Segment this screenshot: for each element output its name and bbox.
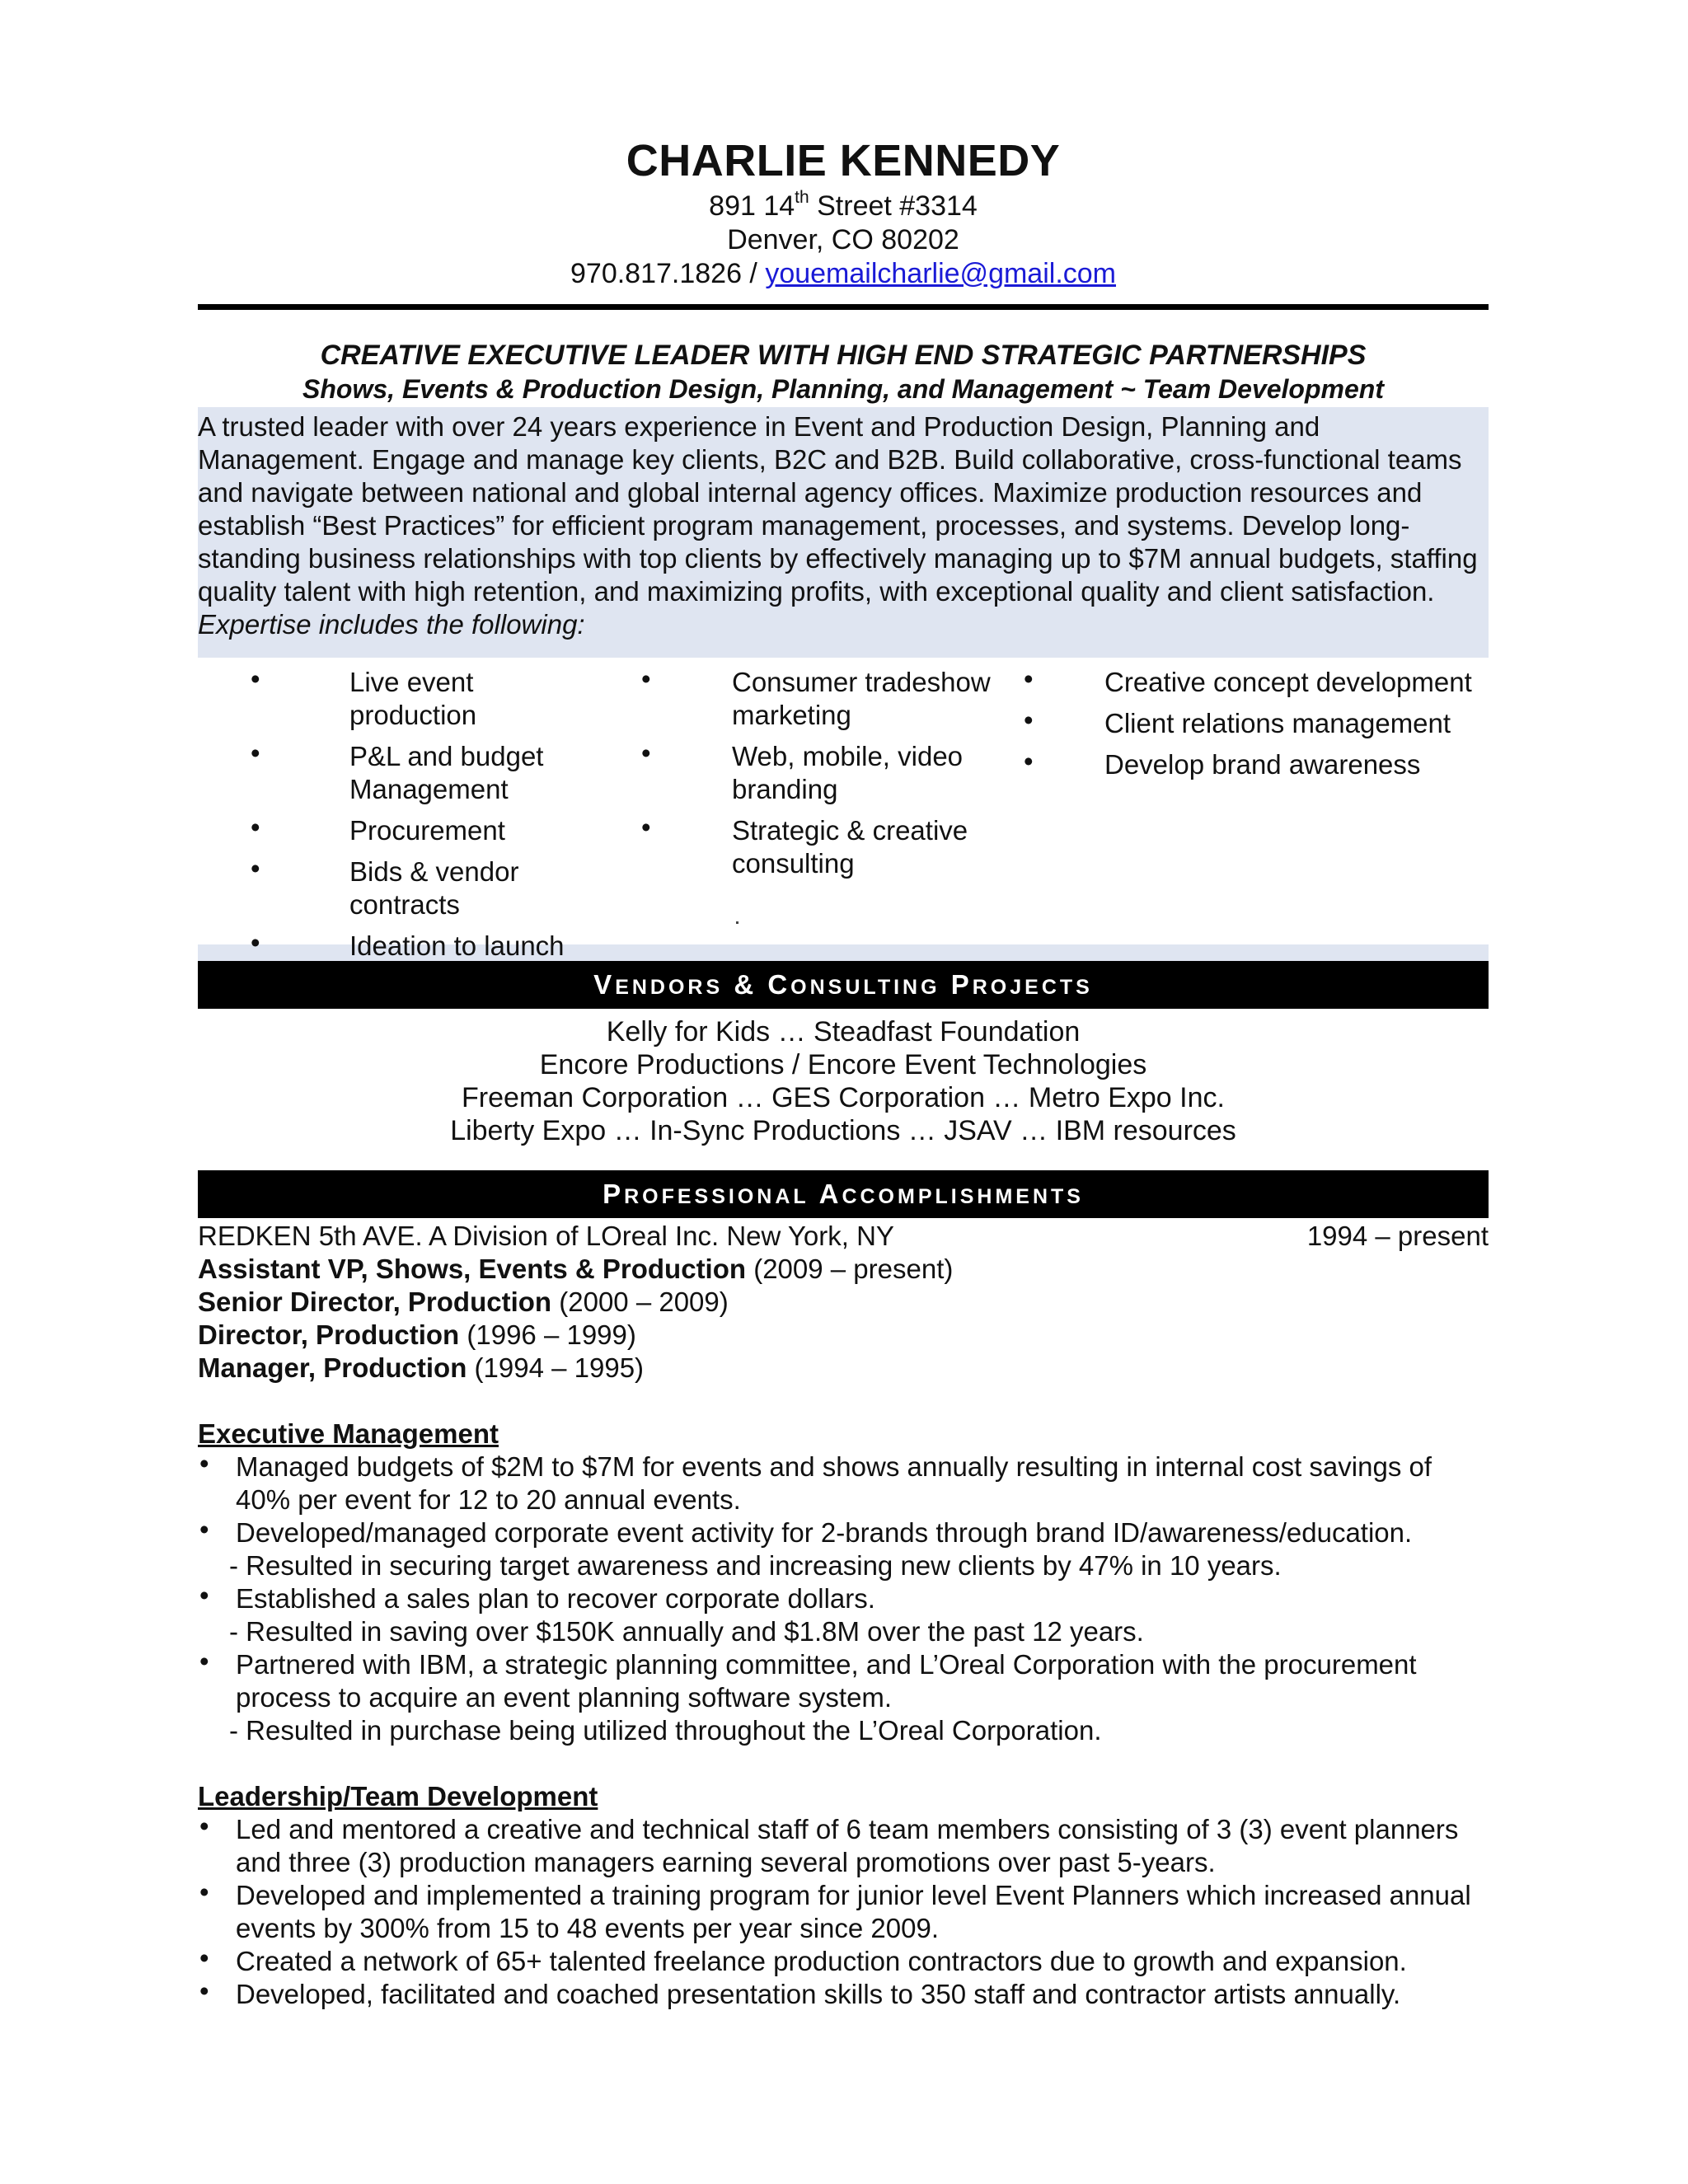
item-text: Established a sales plan to recover corporate dollars. <box>236 1583 875 1614</box>
role-dates: (1994 – 1995) <box>467 1352 645 1383</box>
skill-item: • Ideation to launch <box>251 927 565 961</box>
vendors-section-title: VENDORS & CONSULTING PROJECTS <box>198 961 1489 1009</box>
bullet-icon: • <box>199 1975 209 2006</box>
role-row <box>198 1319 1489 1352</box>
role-row <box>198 1253 1489 1286</box>
skill-item: • Strategic & creative consulting <box>641 812 968 879</box>
bullet-icon: • <box>1024 663 1034 694</box>
role-dates: (1996 – 1999) <box>459 1319 636 1350</box>
skill-item: • Develop brand awareness <box>1024 746 1421 780</box>
skills-grid <box>198 658 1489 961</box>
vendor-line: Liberty Expo … In-Sync Productions … JSAV … IBM resources <box>450 1115 1236 1146</box>
list-item <box>198 1448 1489 1516</box>
bullet-icon: • <box>1024 705 1034 735</box>
street-number: 891 14 <box>709 190 795 222</box>
item-result: - Resulted in saving over $150K annually and $1.8M over the past 12 years. <box>229 1616 1144 1647</box>
bullet-icon: • <box>1024 746 1034 776</box>
item-text: Created a network of 65+ talented freelance production contractors due to growth and expansion. <box>236 1946 1407 1976</box>
resume-header <box>198 132 1489 291</box>
item-result: - Resulted in securing target awareness and increasing new clients by 47% in 10 years. <box>229 1550 1282 1581</box>
skill-item: • Live event production <box>251 663 477 730</box>
vendor-line: Kelly for Kids … Steadfast Foundation <box>606 1016 1081 1047</box>
bullet-icon: • <box>199 1514 209 1544</box>
bullet-icon: • <box>251 663 260 694</box>
item-result: - Resulted in purchase being utilized throughout the L’Oreal Corporation. <box>229 1715 1102 1746</box>
item-text: Partnered with IBM, a strategic planning committee, and L’Oreal Corporation with the procurement process to acquire an event planning software system. <box>236 1649 1417 1713</box>
role-title: Senior Director, Production <box>198 1286 552 1317</box>
bullet-icon: • <box>251 853 260 883</box>
vendor-line: Encore Productions / Encore Event Technologies <box>539 1049 1147 1080</box>
bullet-icon: • <box>251 738 260 768</box>
role-title: Manager, Production <box>198 1352 467 1383</box>
phone-number: 970.817.1826 / <box>570 258 766 289</box>
bullet-icon: • <box>199 1877 209 1907</box>
leadership-list <box>198 1813 1489 2011</box>
bullet-icon: • <box>199 1811 209 1841</box>
employer-name: REDKEN 5th AVE. A Division of LOreal Inc. New York, NY <box>198 1221 894 1251</box>
vendor-line: Freeman Corporation … GES Corporation … Metro Expo Inc. <box>462 1082 1225 1113</box>
item-text: Developed/managed corporate event activity for 2-brands through brand ID/awareness/education. <box>236 1517 1413 1548</box>
summary-expertise: Expertise includes the following: <box>198 609 585 640</box>
role-title: Assistant VP, Shows, Events & Production <box>198 1254 747 1284</box>
list-item <box>198 1648 1489 1747</box>
email-link[interactable]: youemailcharlie@gmail.com <box>765 258 1116 289</box>
summary-paragraph <box>198 407 1489 658</box>
item-text: Developed and implemented a training program for junior level Event Planners which increased annual events by 300% from 15 to 48 events per year since 2009. <box>236 1880 1471 1943</box>
role-row <box>198 1286 1489 1319</box>
street-ordinal: th <box>795 187 809 207</box>
skills-column-1 <box>251 663 603 971</box>
headline-banner <box>198 338 1489 405</box>
list-item <box>198 1582 1489 1648</box>
skill-item: • Web, mobile, video branding <box>641 738 964 804</box>
accomplishments-section-title: PROFESSIONAL ACCOMPLISHMENTS <box>198 1170 1489 1218</box>
list-item <box>198 1975 1489 2011</box>
role-row <box>198 1352 1489 1385</box>
summary-text: A trusted leader with over 24 years experience in Event and Production Design, Planning and Management. Engage and manage key clients, B2C and B2B. Build collaborative, cross-functional teams and navigate between national and global internal agency offices. Maximize production resources and establish “Best Practices” for efficient program management, processes, and systems. Develop long-standing business relationships with top clients by effectively managing up to $7M annual budgets, staffing quality talent with high retention, and maximizing profits, with exceptional quality and client satisfaction. <box>198 411 1478 607</box>
bullet-icon: • <box>199 1646 209 1676</box>
employer-dates: 1994 – present <box>1306 1221 1489 1251</box>
executive-management-list <box>198 1448 1489 1747</box>
headline-subtitle: Shows, Events & Production Design, Planning, and Management ~ Team Development <box>302 374 1384 404</box>
item-text: Developed, facilitated and coached presentation skills to 350 staff and contractor artists annually. <box>236 1979 1401 2009</box>
skill-item: • Consumer tradeshow marketing <box>641 663 991 730</box>
item-text: Led and mentored a creative and technical staff of 6 team members consisting of 3 (3) event planners and three (3) production managers earning several promotions over past 5-years. <box>236 1814 1459 1877</box>
phone-email-line <box>198 257 1489 291</box>
skill-item: • Client relations management <box>1024 705 1451 738</box>
address-line-1 <box>198 187 1489 223</box>
bullet-icon: • <box>251 812 260 842</box>
resume-page <box>198 0 1489 2011</box>
headline-title: CREATIVE EXECUTIVE LEADER WITH HIGH END STRATEGIC PARTNERSHIPS <box>320 340 1367 371</box>
leadership-heading: Leadership/Team Development <box>198 1781 598 1811</box>
skill-item: • P&L and budget Management <box>251 738 544 804</box>
executive-management-heading: Executive Management <box>198 1418 499 1449</box>
list-item <box>198 1879 1489 1945</box>
candidate-name: CHARLIE KENNEDY <box>626 136 1061 185</box>
bullet-icon: • <box>641 812 651 842</box>
skills-column-2 <box>641 663 1002 888</box>
employer-row <box>198 1220 1489 1253</box>
address-line-2: Denver, CO 80202 <box>727 224 959 255</box>
skill-item: • Bids & vendor contracts <box>251 853 519 920</box>
bullet-icon: • <box>251 927 260 958</box>
spacer <box>198 1147 1489 1170</box>
skill-item: • Creative concept development <box>1024 663 1472 697</box>
header-divider <box>198 304 1489 310</box>
street-name: Street #3314 <box>809 190 978 222</box>
role-title: Director, Production <box>198 1319 460 1350</box>
vendors-list <box>198 1009 1489 1147</box>
role-dates: (2009 – present) <box>746 1254 954 1284</box>
employment-block <box>198 1218 1489 1385</box>
bullet-icon: • <box>199 1580 209 1610</box>
list-item <box>198 1516 1489 1582</box>
skills-column-3 <box>1024 663 1500 790</box>
bullet-icon: • <box>641 738 651 768</box>
bullet-icon: • <box>199 1448 209 1479</box>
role-dates: (2000 – 2009) <box>551 1286 729 1317</box>
item-text: Managed budgets of $2M to $7M for events and shows annually resulting in internal cost savings of 40% per event for 12 to 20 annual events. <box>236 1451 1432 1515</box>
list-item <box>198 1813 1489 1879</box>
bullet-icon: • <box>199 1943 209 1973</box>
bullet-icon: • <box>641 663 651 694</box>
list-item <box>198 1945 1489 1978</box>
skill-item: • Procurement <box>251 812 505 846</box>
stray-dot <box>736 921 738 924</box>
